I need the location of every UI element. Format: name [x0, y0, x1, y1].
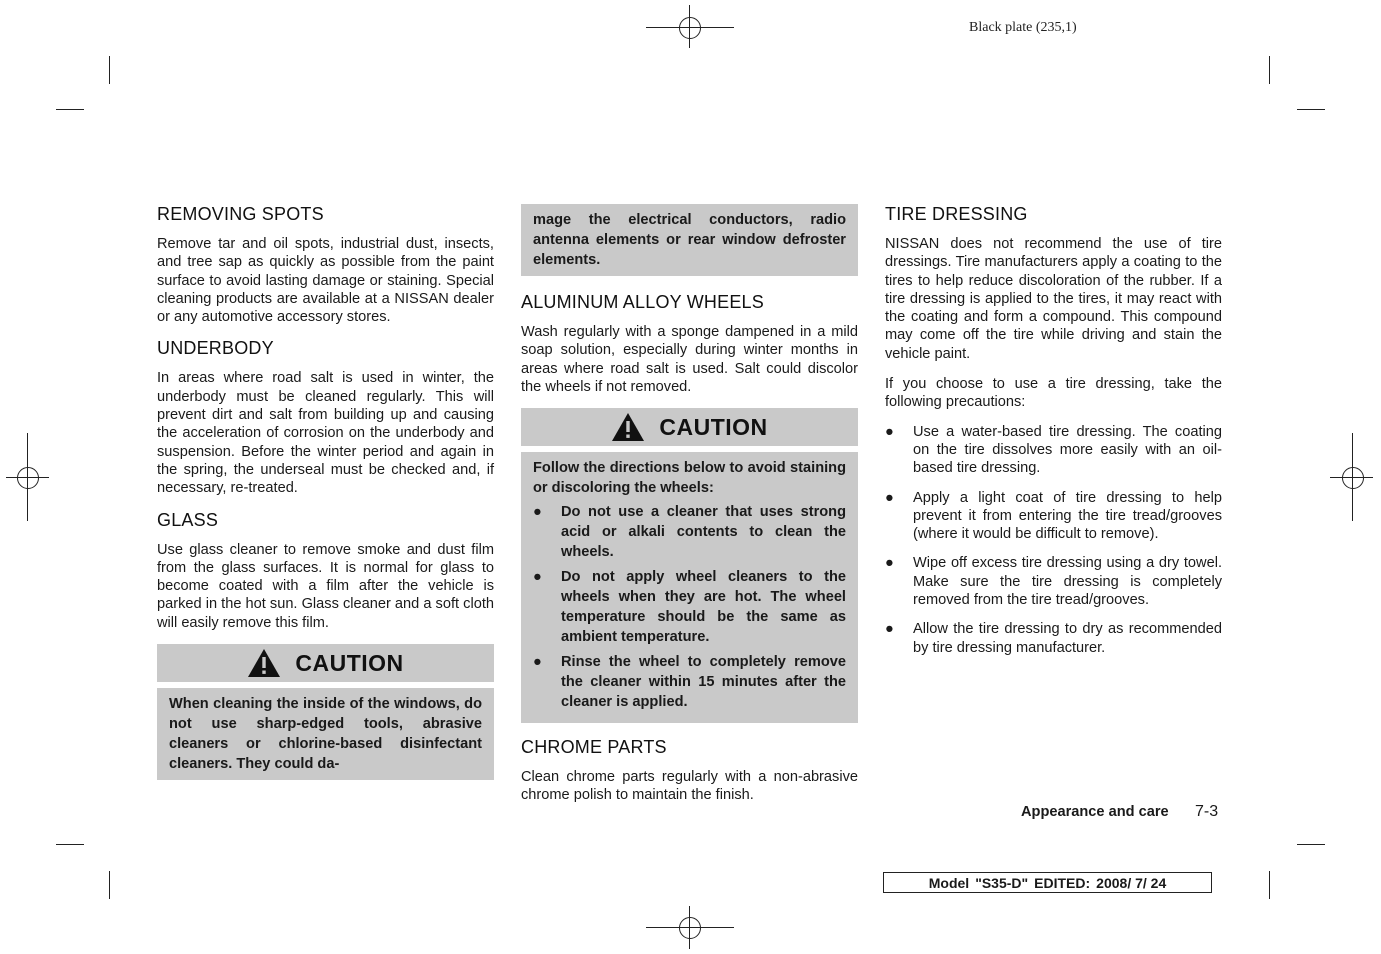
heading-tire-dressing: TIRE DRESSING [885, 204, 1028, 224]
list-item [885, 554, 1222, 609]
caution-header-glass [157, 644, 494, 682]
caution-wheels-intro: Follow the directions below to avoid staining or discoloring the wheels: [533, 460, 846, 497]
heading-chrome-parts: CHROME PARTS [521, 737, 667, 758]
bullet-icon: ● [885, 555, 894, 572]
column-left [157, 204, 494, 794]
plate-label: Black plate (235,1) [969, 20, 1077, 35]
alloy-wheels-text: Wash regularly with a sponge dampened in a mild soap solution, especially during winter months in areas where road salt is used. Salt could discolor the wheels if not removed. [521, 324, 858, 395]
column-middle [521, 204, 858, 817]
heading-aluminum-alloy-wheels: ALUMINUM ALLOY WHEELS [521, 292, 764, 312]
removing-spots-text: Remove tar and oil spots, industrial dust, insects, and tree sap as quickly as possible from the paint surface to avoid lasting damage or staining. Special cleaning products are available at a NISSAN dealer or any automotive accessory stores. [157, 236, 494, 326]
list-item-text: Allow the tire dressing to dry as recommended by tire dressing manufacturer. [913, 621, 1222, 656]
caution-label: CAUTION [295, 649, 404, 676]
warning-triangle-icon [611, 412, 645, 442]
list-item-text: Use a water-based tire dressing. The coating on the tire dissolves more easily with an oil-based tire dressing. [913, 423, 1222, 477]
heading-removing-spots: REMOVING SPOTS [157, 204, 324, 224]
bullet-icon: ● [533, 569, 542, 586]
warning-triangle-icon [247, 648, 281, 678]
list-item [533, 652, 846, 712]
tire-dressing-list [885, 423, 1222, 657]
list-item [533, 567, 846, 647]
list-item-text: Do not apply wheel cleaners to the wheels when they are hot. The wheel temperature should be the same as ambient temperature. [561, 569, 846, 646]
tire-dressing-text-2: If you choose to use a tire dressing, take the following precautions: [885, 376, 1222, 411]
model-label: Model [928, 874, 970, 891]
bullet-icon: ● [533, 654, 542, 671]
edited-value: 2008/ 7/ 24 [1096, 874, 1167, 891]
heading-underbody: UNDERBODY [157, 338, 274, 359]
bullet-icon: ● [885, 489, 894, 506]
glass-text: Use glass cleaner to remove smoke and dust film from the glass surfaces. It is normal for glass to become coated with a film after the vehicle is parked in the hot sun. Glass cleaner and a soft cloth will easily remove this film. [157, 541, 494, 631]
model-edited-box [883, 872, 1212, 893]
caution-glass-text: When cleaning the inside of the windows, do not use sharp-edged tools, abrasive cleaners or chlorine-based disinfectant cleaners. They could da- [169, 696, 482, 773]
list-item-text: Apply a light coat of tire dressing to help prevent it from entering the tire tread/grooves (where it would be difficult to remove). [913, 489, 1222, 543]
bullet-icon: ● [885, 423, 894, 440]
caution-wheels-list [533, 502, 846, 712]
caution-box-glass-continued [521, 204, 858, 276]
edited-label: EDITED: [1034, 874, 1091, 891]
list-item-text: Do not use a cleaner that uses strong acid or alkali contents to clean the wheels. [561, 504, 846, 561]
list-item-text: Rinse the wheel to completely remove the cleaner within 15 minutes after the cleaner is applied. [561, 654, 846, 711]
list-item [885, 423, 1222, 478]
column-right [885, 204, 1222, 668]
bullet-icon: ● [533, 504, 542, 521]
footer-section-title: Appearance and care [1021, 804, 1169, 820]
underbody-text: In areas where road salt is used in winter, the underbody must be cleaned regularly. This will prevent dirt and salt from building up and causing the acceleration of corrosion on the underbody and suspension. Before the winter period and again in the spring, the underseal must be checked and, if necessary, re-treated. [157, 370, 494, 497]
list-item [885, 489, 1222, 544]
bullet-icon: ● [885, 621, 894, 638]
tire-dressing-text-1: NISSAN does not recommend the use of tire dressings. Tire manufacturers apply a coating to the tires to help reduce discoloration of the rubber. If a tire dressing is applied to the tires, it may react with the coating and form a compound. This compound may come off the tire while driving and stain the vehicle paint. [885, 236, 1222, 362]
caution-label: CAUTION [659, 413, 768, 440]
heading-glass: GLASS [157, 509, 219, 530]
caution-header-wheels [521, 408, 858, 446]
chrome-parts-text: Clean chrome parts regularly with a non-abrasive chrome polish to maintain the finish. [521, 769, 858, 804]
page-number: 7-3 [1195, 803, 1219, 820]
list-item-text: Wipe off excess tire dressing using a dry towel. Make sure the tire dressing is completely removed from the tire tread/grooves. [913, 555, 1222, 609]
caution-glass-continued-text: mage the electrical conductors, radio antenna elements or rear window defroster elements. [533, 212, 846, 268]
caution-box-wheels [521, 452, 858, 723]
list-item [885, 620, 1222, 657]
list-item [533, 502, 846, 562]
model-value: "S35-D" [975, 874, 1029, 891]
caution-box-glass [157, 688, 494, 780]
